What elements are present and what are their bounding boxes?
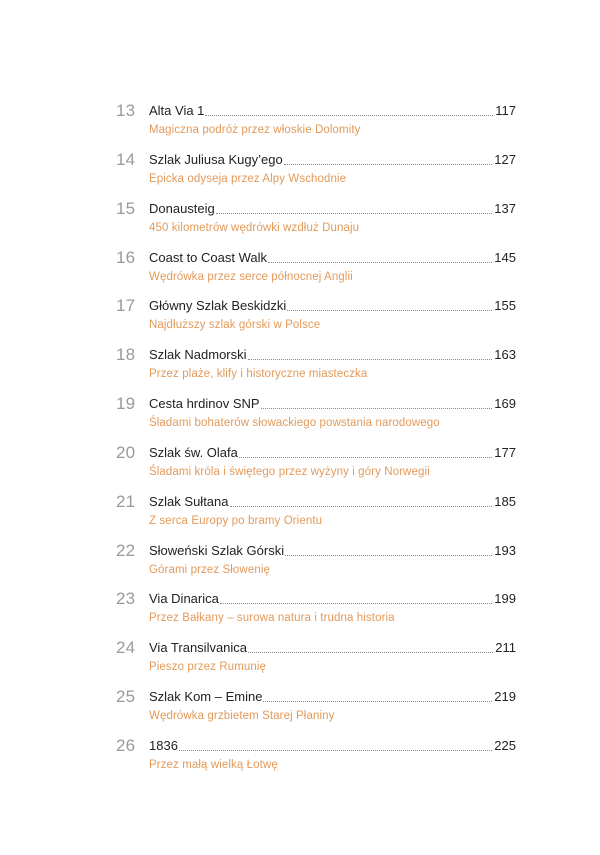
dot-leader [263, 701, 492, 702]
chapter-line [149, 737, 516, 755]
dot-leader [248, 652, 493, 653]
chapter-line [149, 297, 516, 315]
toc-entry [116, 248, 516, 297]
chapter-number: 20 [116, 442, 136, 462]
chapter-number: 19 [116, 394, 136, 414]
toc-entry [116, 736, 516, 785]
chapter-subtitle: 450 kilometrów wędrówki wzdłuż Dunaju [149, 221, 360, 234]
toc-entry [116, 638, 516, 687]
chapter-title: Szlak Juliusa Kugy’ego [149, 151, 283, 167]
dot-leader [248, 359, 493, 360]
toc-entry [116, 345, 516, 394]
chapter-title: Via Transilvanica [149, 640, 248, 656]
dot-leader [239, 457, 492, 458]
chapter-title: Szlak Sułtana [149, 493, 229, 509]
chapter-number: 15 [116, 198, 136, 218]
chapter-subtitle: Magiczna podróż przez włoskie Dolomity [149, 124, 361, 136]
page-number: 193 [494, 542, 516, 558]
page-number: 163 [494, 347, 516, 363]
toc-entry [116, 687, 516, 736]
dot-leader [220, 603, 492, 604]
page-number: 219 [494, 689, 516, 705]
chapter-subtitle: Górami przez Słowenię [149, 563, 270, 576]
chapter-number: 25 [116, 687, 136, 707]
dot-leader [285, 555, 492, 556]
page-number: 155 [494, 298, 516, 314]
chapter-title: Szlak Nadmorski [149, 347, 247, 363]
chapter-number: 16 [116, 247, 136, 267]
page-number: 137 [494, 200, 516, 216]
page-number: 185 [494, 493, 516, 509]
dot-leader [216, 213, 493, 214]
chapter-title: Główny Szlak Beskidzki [149, 298, 287, 314]
chapter-title: Via Dinarica [149, 591, 219, 607]
chapter-line [149, 493, 516, 511]
page-number: 177 [494, 444, 516, 460]
chapter-subtitle: Śladami bohaterów słowackiego powstania narodowego [149, 417, 440, 430]
chapter-subtitle: Przez małą wielką Łotwę [149, 758, 278, 771]
dot-leader [268, 262, 492, 263]
page-number: 117 [495, 103, 516, 118]
chapter-line [149, 688, 516, 706]
chapter-line [149, 639, 516, 657]
chapter-title: Szlak Kom – Emine [149, 689, 263, 705]
toc-entry [116, 589, 516, 638]
chapter-title: Alta Via 1 [149, 103, 205, 118]
toc-entry [116, 443, 516, 492]
chapter-subtitle: Epicka odyseja przez Alpy Wschodnie [149, 172, 347, 185]
chapter-title: Cesta hrdinov SNP [149, 396, 260, 412]
dot-leader [205, 115, 493, 116]
chapter-line [149, 395, 516, 413]
chapter-title: Coast to Coast Walk [149, 249, 268, 265]
chapter-line [149, 151, 516, 169]
page-number: 199 [494, 591, 516, 607]
page-number: 169 [494, 396, 516, 412]
chapter-title: Słoweński Szlak Górski [149, 542, 285, 558]
toc-entry [116, 541, 516, 590]
page-number: 127 [494, 151, 516, 167]
chapter-title: 1836 [149, 737, 178, 753]
toc-entry [116, 199, 516, 248]
chapter-line [149, 346, 516, 364]
table-of-contents [116, 101, 516, 785]
chapter-number: 21 [116, 491, 136, 511]
chapter-number: 26 [116, 735, 136, 755]
toc-entry [116, 150, 516, 199]
chapter-title: Szlak św. Olafa [149, 444, 238, 460]
page-number: 211 [495, 640, 516, 656]
chapter-title: Donausteig [149, 200, 215, 216]
chapter-line [149, 590, 516, 608]
toc-entry [116, 492, 516, 541]
chapter-number: 14 [116, 149, 136, 169]
chapter-subtitle: Najdłuższy szlak górski w Polsce [149, 319, 321, 332]
chapter-line [149, 102, 516, 120]
dot-leader [179, 750, 492, 751]
chapter-subtitle: Przez plaże, klify i historyczne miasteczka [149, 368, 368, 381]
chapter-subtitle: Wędrówka grzbietem Starej Płaniny [149, 710, 335, 723]
chapter-number: 18 [116, 345, 136, 365]
dot-leader [284, 164, 493, 165]
page-number: 225 [494, 737, 516, 753]
chapter-line [149, 249, 516, 267]
chapter-number: 23 [116, 589, 136, 609]
page-number: 145 [494, 249, 516, 265]
dot-leader [230, 506, 493, 507]
chapter-number: 24 [116, 638, 136, 658]
chapter-subtitle: Z serca Europy po bramy Orientu [149, 514, 323, 527]
dot-leader [287, 310, 492, 311]
chapter-number: 22 [116, 540, 136, 560]
chapter-line [149, 200, 516, 218]
toc-entry [116, 296, 516, 345]
chapter-number: 13 [116, 101, 136, 120]
toc-entry [116, 101, 516, 150]
chapter-subtitle: Wędrówka przez serce północnej Anglii [149, 270, 353, 283]
chapter-subtitle: Pieszo przez Rumunię [149, 661, 267, 674]
toc-entry [116, 394, 516, 443]
chapter-line [149, 444, 516, 462]
chapter-subtitle: Śladami króla i świętego przez wyżyny i góry Norwegii [149, 465, 430, 478]
dot-leader [261, 408, 493, 409]
chapter-subtitle: Przez Bałkany – surowa natura i trudna historia [149, 612, 395, 625]
chapter-number: 17 [116, 296, 136, 316]
chapter-line [149, 542, 516, 560]
